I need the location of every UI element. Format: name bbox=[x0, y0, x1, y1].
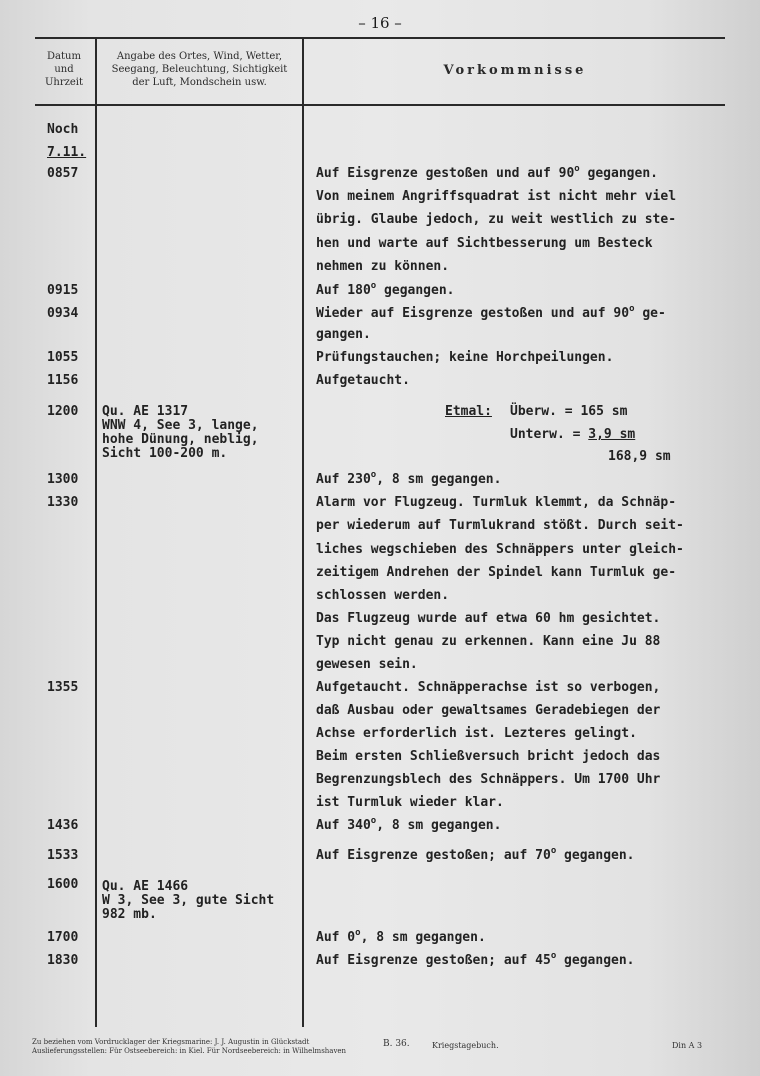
event-line bbox=[316, 162, 658, 187]
time-0915: 0915 bbox=[47, 283, 79, 298]
event-line: schlossen werden. bbox=[316, 588, 450, 603]
page-number: – 16 – bbox=[358, 14, 402, 32]
etmal-label: Etmal: bbox=[445, 404, 492, 419]
noch-label: Noch bbox=[47, 122, 79, 137]
event-line: gewesen sein. bbox=[316, 657, 418, 672]
event-line: Prüfungstauchen; keine Horchpeilungen. bbox=[316, 350, 614, 365]
event-line: Aufgetaucht. Schnäpperachse ist so verbogen, bbox=[316, 680, 661, 695]
header-date-line-3: Uhrzeit bbox=[44, 77, 84, 88]
weather-1600-line-2: W 3, See 3, gute Sicht bbox=[102, 893, 275, 908]
event-line: Von meinem Angriffsquadrat ist nicht mehr viel bbox=[316, 189, 677, 204]
degree-sign: o bbox=[370, 470, 377, 480]
header-events: Vorkommnisse bbox=[443, 63, 587, 78]
weather-1600-line-1: Qu. AE 1466 bbox=[102, 879, 189, 894]
event-text: Auf 180 bbox=[316, 283, 371, 298]
event-text: Auf 0 bbox=[316, 930, 356, 945]
event-line: übrig. Glaube jedoch, zu weit westlich zu ste- bbox=[316, 212, 677, 227]
weather-1200-line-4: Sicht 100-200 m. bbox=[102, 446, 228, 461]
header-bottom-rule bbox=[35, 104, 725, 106]
event-line bbox=[316, 279, 455, 304]
time-1055: 1055 bbox=[47, 350, 79, 365]
event-line: hen und warte auf Sichtbesserung um Besteck bbox=[316, 236, 653, 251]
entry-date: 7.11. bbox=[47, 145, 87, 160]
degree-sign: o bbox=[370, 816, 377, 826]
degree-sign: o bbox=[370, 281, 377, 291]
event-text: Auf 340 bbox=[316, 818, 371, 833]
time-1200: 1200 bbox=[47, 404, 79, 419]
event-text: gegangen. bbox=[556, 848, 635, 863]
footer-publisher-line-2: Auslieferungsstellen: Für Ostseebereich: in Kiel. Für Nordseebereich: in Wilhelmshaven bbox=[32, 1047, 347, 1055]
footer-publisher bbox=[32, 1038, 362, 1056]
event-text: Wieder auf Eisgrenze gestoßen und auf 90 bbox=[316, 306, 630, 321]
column-divider-1 bbox=[95, 37, 97, 1027]
event-text: gegangen. bbox=[579, 166, 658, 181]
weather-1200-line-1: Qu. AE 1317 bbox=[102, 404, 189, 419]
etmal-total: 168,9 sm bbox=[608, 449, 671, 464]
event-line: gangen. bbox=[316, 327, 371, 342]
footer-paper-size: Din A 3 bbox=[672, 1041, 703, 1050]
time-1156: 1156 bbox=[47, 373, 79, 388]
time-1533: 1533 bbox=[47, 848, 79, 863]
time-1830: 1830 bbox=[47, 953, 79, 968]
weather-1600-line-3: 982 mb. bbox=[102, 907, 157, 922]
degree-sign: o bbox=[355, 928, 361, 938]
footer-publisher-line-1: Zu beziehen vom Vordrucklager der Kriegsmarine: J. J. Augustin in Glückstadt bbox=[32, 1038, 310, 1046]
degree-sign: o bbox=[574, 164, 580, 174]
footer-title: Kriegstagebuch. bbox=[432, 1041, 499, 1050]
time-0934: 0934 bbox=[47, 306, 79, 321]
time-1330: 1330 bbox=[47, 495, 79, 510]
event-line: zeitigem Andrehen der Spindel kann Turmluk ge- bbox=[316, 565, 677, 580]
etmal-surface: Überw. = 165 sm bbox=[510, 404, 628, 419]
degree-sign: o bbox=[550, 951, 557, 961]
degree-sign: o bbox=[629, 304, 635, 314]
event-text: Auf Eisgrenze gestoßen; auf 45 bbox=[316, 953, 551, 968]
event-text: ge- bbox=[634, 306, 666, 321]
event-line: liches wegschieben des Schnäppers unter gleich- bbox=[316, 542, 684, 557]
event-text: Auf Eisgrenze gestoßen und auf 90 bbox=[316, 166, 575, 181]
etmal-submerged bbox=[510, 423, 635, 446]
event-line: Das Flugzeug wurde auf etwa 60 hm gesichtet. bbox=[316, 611, 661, 626]
weather-1200-line-3: hohe Dünung, neblig, bbox=[102, 432, 259, 447]
time-1700: 1700 bbox=[47, 930, 79, 945]
event-line bbox=[316, 926, 486, 951]
footer-form-number: B. 36. bbox=[383, 1039, 410, 1049]
top-rule bbox=[35, 37, 725, 39]
event-line: ist Turmluk wieder klar. bbox=[316, 795, 504, 810]
event-line: Alarm vor Flugzeug. Turmluk klemmt, da Schnäp- bbox=[316, 495, 677, 510]
event-line: per wiederum auf Turmlukrand stößt. Durch seit- bbox=[316, 518, 684, 533]
event-line bbox=[316, 844, 635, 869]
etmal-submerged-label: Unterw. = bbox=[510, 427, 589, 442]
weather-1200-line-2: WNW 4, See 3, lange, bbox=[102, 418, 259, 433]
time-0857: 0857 bbox=[47, 166, 79, 181]
event-text: Auf Eisgrenze gestoßen; auf 70 bbox=[316, 848, 551, 863]
event-text: gegangen. bbox=[556, 953, 635, 968]
header-location-weather bbox=[98, 50, 301, 89]
event-line: nehmen zu können. bbox=[316, 259, 450, 274]
event-line: Achse erforderlich ist. Lezteres gelingt. bbox=[316, 726, 637, 741]
degree-sign: o bbox=[550, 846, 557, 856]
time-1300: 1300 bbox=[47, 472, 79, 487]
event-text: , 8 sm gegangen. bbox=[360, 930, 486, 945]
etmal-submerged-value: 3,9 sm bbox=[588, 427, 636, 442]
time-1600: 1600 bbox=[47, 877, 79, 892]
event-line: daß Ausbau oder gewaltsames Geradebiegen der bbox=[316, 703, 661, 718]
event-text: , 8 sm gegangen. bbox=[376, 472, 502, 487]
event-line: Begrenzungsblech des Schnäppers. Um 1700 Uhr bbox=[316, 772, 661, 787]
header-date-line-2: und bbox=[54, 64, 74, 75]
header-location-line-2: Seegang, Beleuchtung, Sichtigkeit bbox=[111, 64, 288, 75]
event-line bbox=[316, 949, 635, 974]
time-1355: 1355 bbox=[47, 680, 79, 695]
event-text: , 8 sm gegangen. bbox=[376, 818, 502, 833]
event-line: Aufgetaucht. bbox=[316, 373, 410, 388]
header-location-line-3: der Luft, Mondschein usw. bbox=[132, 77, 267, 88]
time-1436: 1436 bbox=[47, 818, 79, 833]
event-text: gegangen. bbox=[376, 283, 455, 298]
header-date-time bbox=[35, 50, 93, 89]
event-line: Beim ersten Schließversuch bricht jedoch das bbox=[316, 749, 661, 764]
event-line: Typ nicht genau zu erkennen. Kann eine Ju 88 bbox=[316, 634, 661, 649]
header-location-line-1: Angabe des Ortes, Wind, Wetter, bbox=[116, 51, 283, 62]
header-date-line-1: Datum bbox=[47, 51, 81, 62]
event-line bbox=[316, 814, 501, 839]
event-line bbox=[316, 468, 501, 493]
event-text: Auf 230 bbox=[316, 472, 371, 487]
column-divider-2 bbox=[302, 37, 304, 1027]
